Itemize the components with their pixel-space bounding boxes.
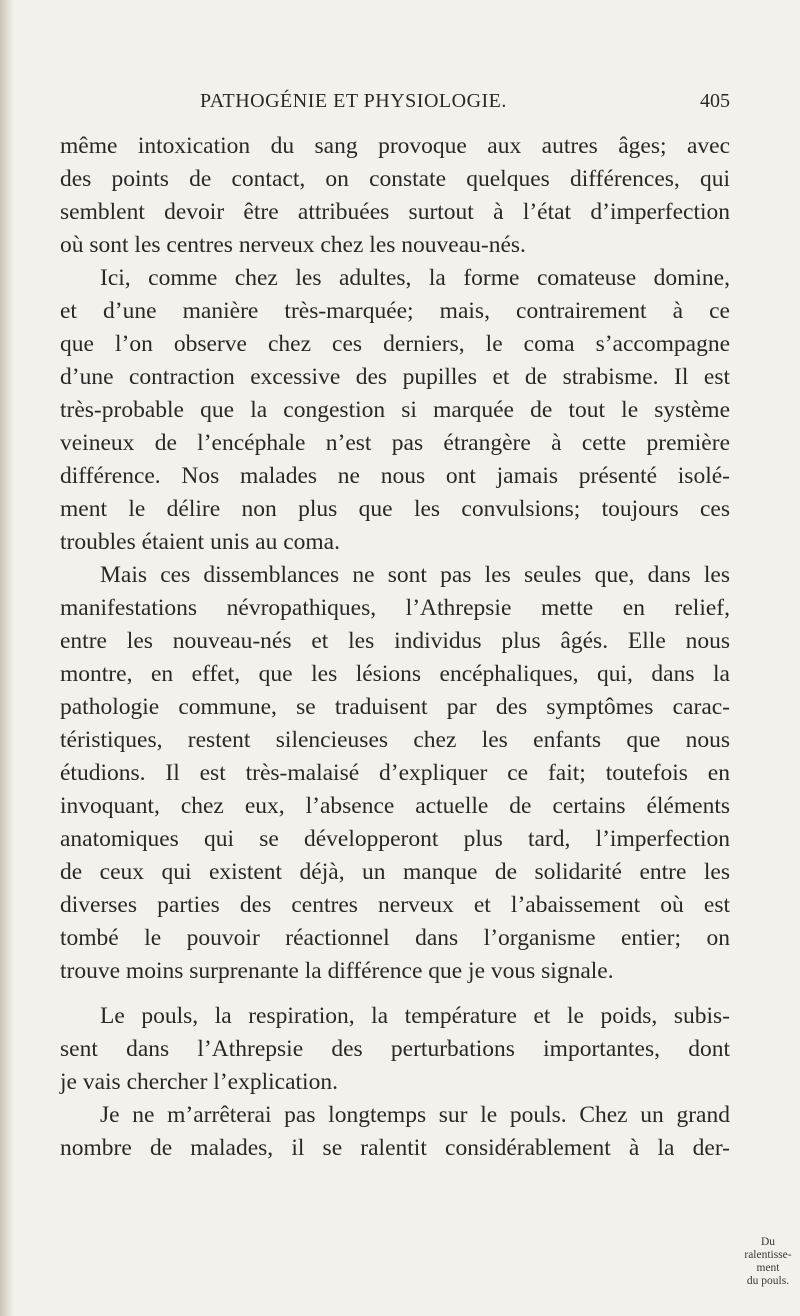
text-line: des points de contact, on constate quelques différences, qui [60, 166, 730, 192]
text-line: diverses parties des centres nerveux et l’abaissement où est [60, 892, 730, 918]
text-line: sent dans l’Athrepsie des perturbations importantes, dont [60, 1036, 730, 1062]
text-line: où sont les centres nerveux chez les nouveau-nés. [60, 232, 526, 258]
text-line: même intoxication du sang provoque aux autres âges; avec [60, 133, 730, 159]
page-number: 405 [700, 90, 730, 112]
text-line: et d’une manière très-marquée; mais, contrairement à ce [60, 298, 730, 324]
margin-note [736, 1236, 800, 1288]
text-line: je vais chercher l’explication. [60, 1069, 338, 1095]
text-line: que l’on observe chez ces derniers, le coma s’accompagne [60, 331, 730, 357]
text-line: troubles étaient unis au coma. [60, 529, 340, 555]
paragraph [60, 1000, 730, 1099]
text-line: trouve moins surprenante la différence que je vous signale. [60, 958, 614, 984]
text-line: Mais ces dissemblances ne sont pas les seules que, dans les [100, 562, 730, 588]
running-title: PATHOGÉNIE ET PHYSIOLOGIE. [200, 90, 507, 112]
body-text [60, 130, 730, 1165]
margin-note-line: du pouls. [746, 1275, 790, 1287]
text-line: semblent devoir être attribuées surtout à l’état d’imperfection [60, 199, 730, 225]
text-line: Je ne m’arrêterai pas longtemps sur le pouls. Chez un grand [100, 1102, 730, 1128]
text-line: Le pouls, la respiration, la température et le poids, subis- [100, 1003, 730, 1029]
text-line: pathologie commune, se traduisent par des symptômes carac- [60, 694, 730, 720]
text-line: montre, en effet, que les lésions encéphaliques, qui, dans la [60, 661, 730, 687]
text-line: différence. Nos malades ne nous ont jamais présenté isolé- [60, 463, 730, 489]
text-line: Ici, comme chez les adultes, la forme comateuse domine, [100, 265, 730, 291]
text-line: étudions. Il est très-malaisé d’expliquer ce fait; toutefois en [60, 760, 730, 786]
text-line: tombé le pouvoir réactionnel dans l’organisme entier; on [60, 925, 730, 951]
text-line: d’une contraction excessive des pupilles et de strabisme. Il est [60, 364, 730, 390]
page-binding-edge [0, 0, 14, 1316]
text-line: veineux de l’encéphale n’est pas étrangère à cette première [60, 430, 730, 456]
paragraph [60, 262, 730, 559]
text-line: invoquant, chez eux, l’absence actuelle de certains éléments [60, 793, 730, 819]
margin-note-line: Du ralentisse- [744, 1236, 792, 1261]
text-line: téristiques, restent silencieuses chez les enfants que nous [60, 727, 730, 753]
paragraph [60, 559, 730, 988]
text-line: de ceux qui existent déjà, un manque de solidarité entre les [60, 859, 730, 885]
text-line: nombre de malades, il se ralentit considérablement à la der- [60, 1135, 730, 1161]
page-header [60, 90, 730, 120]
text-line: très-probable que la congestion si marquée de tout le système [60, 397, 730, 423]
margin-note-line: ment [756, 1262, 780, 1274]
paragraph [60, 130, 730, 262]
text-line: anatomiques qui se développeront plus tard, l’imperfection [60, 826, 730, 852]
text-line: ment le délire non plus que les convulsions; toujours ces [60, 496, 730, 522]
text-line: manifestations névropathiques, l’Athrepsie mette en relief, [60, 595, 730, 621]
paragraph [60, 1099, 730, 1165]
text-line: entre les nouveau-nés et les individus plus âgés. Elle nous [60, 628, 730, 654]
paragraph-gap [60, 988, 730, 1000]
